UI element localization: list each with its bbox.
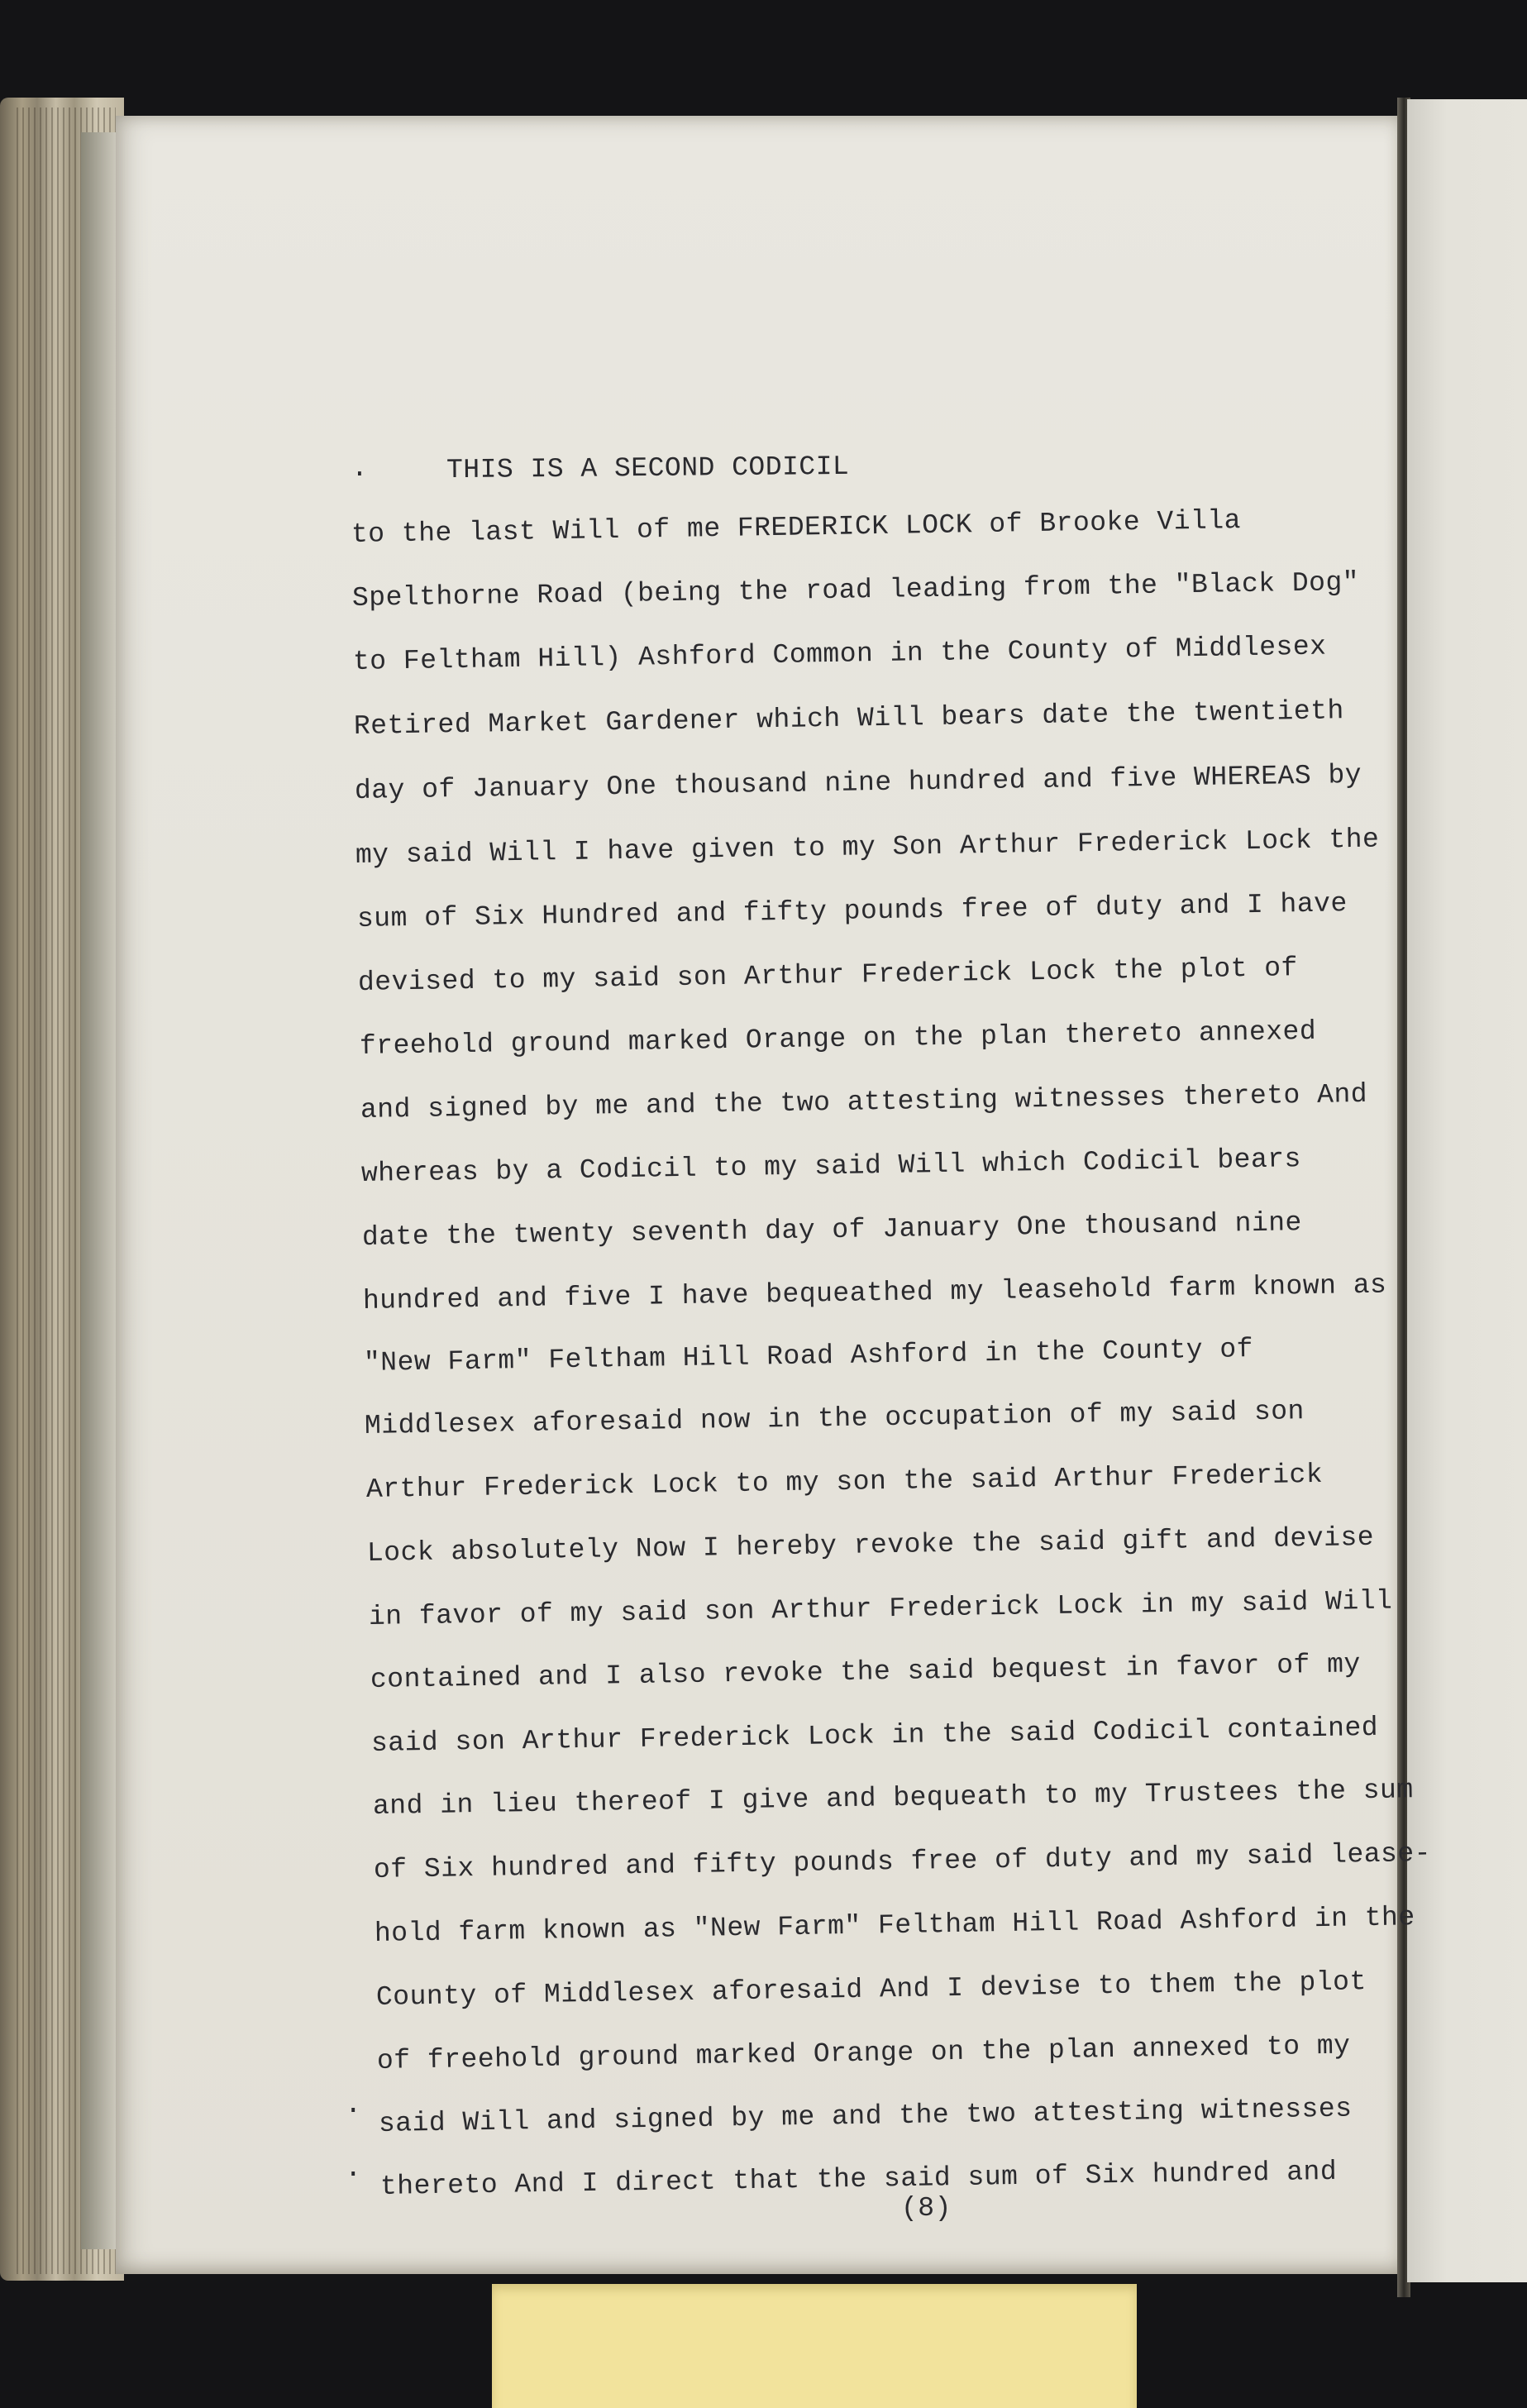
- text-line: Lock absolutely Now I hereby revoke the said gift and devise: [366, 1522, 1375, 1569]
- text-line: day of January One thousand nine hundred and five WHEREAS by: [354, 759, 1362, 806]
- margin-dot: .: [345, 2090, 362, 2121]
- text-line: to Feltham Hill) Ashford Common in the County of Middlesex: [352, 631, 1327, 677]
- text-line: of Six hundred and fifty pounds free of duty and my said lease-: [373, 1837, 1432, 1885]
- document-title: THIS IS A SECOND CODICIL: [446, 451, 850, 486]
- text-line: thereto And I direct that the said sum of Six hundred and: [379, 2156, 1338, 2202]
- text-line: freehold ground marked Orange on the plan thereto annexed: [359, 1015, 1317, 1062]
- text-line: and in lieu thereof I give and bequeath to my Trustees the sum: [372, 1775, 1414, 1822]
- text-line: in favor of my said son Arthur Frederick Lock in my said Will: [368, 1585, 1393, 1632]
- text-line: Retired Market Gardener which Will bears date the twentieth: [353, 695, 1345, 742]
- text-line: my said Will I have given to my Son Arthur Frederick Lock the: [355, 824, 1380, 871]
- title-dot: .: [351, 453, 369, 484]
- text-line: sum of Six Hundred and fifty pounds free of duty and I have: [356, 888, 1348, 934]
- text-line: of freehold ground marked Orange on the plan annexed to my: [376, 2030, 1351, 2076]
- text-line: and signed by me and the two attesting witnesses thereto And: [360, 1078, 1368, 1125]
- text-line: Spelthorne Road (being the road leading from the "Black Dog": [351, 566, 1360, 614]
- text-line: said Will and signed by me and the two attesting witnesses: [378, 2093, 1353, 2139]
- text-line: County of Middlesex aforesaid And I devise to them the plot: [375, 1966, 1367, 2013]
- text-line: whereas by a Codicil to my said Will which Codicil bears: [360, 1144, 1302, 1189]
- text-line: devised to my said son Arthur Frederick Lock the plot of: [357, 953, 1299, 998]
- text-line: "New Farm" Feltham Hill Road Ashford in the County of: [363, 1334, 1254, 1378]
- text-line: hold farm known as "New Farm" Feltham Hill Road Ashford in the: [374, 1902, 1415, 1949]
- text-line: Middlesex aforesaid now in the occupation of my said son: [364, 1396, 1305, 1441]
- text-line: said son Arthur Frederick Lock in the said Codicil contained: [370, 1712, 1379, 1759]
- text-line: contained and I also revoke the said bequest in favor of my: [370, 1649, 1362, 1695]
- page-number: (8): [901, 2193, 952, 2224]
- text-line: date the twenty seventh day of January One thousand nine: [361, 1207, 1303, 1253]
- margin-dot: .: [345, 2153, 362, 2185]
- text-line: to the last Will of me FREDERICK LOCK of Brooke Villa: [351, 505, 1242, 550]
- text-line: Arthur Frederick Lock to my son the said Arthur Frederick: [365, 1459, 1324, 1505]
- text-line: hundred and five I have bequeathed my leasehold farm known as: [362, 1269, 1387, 1316]
